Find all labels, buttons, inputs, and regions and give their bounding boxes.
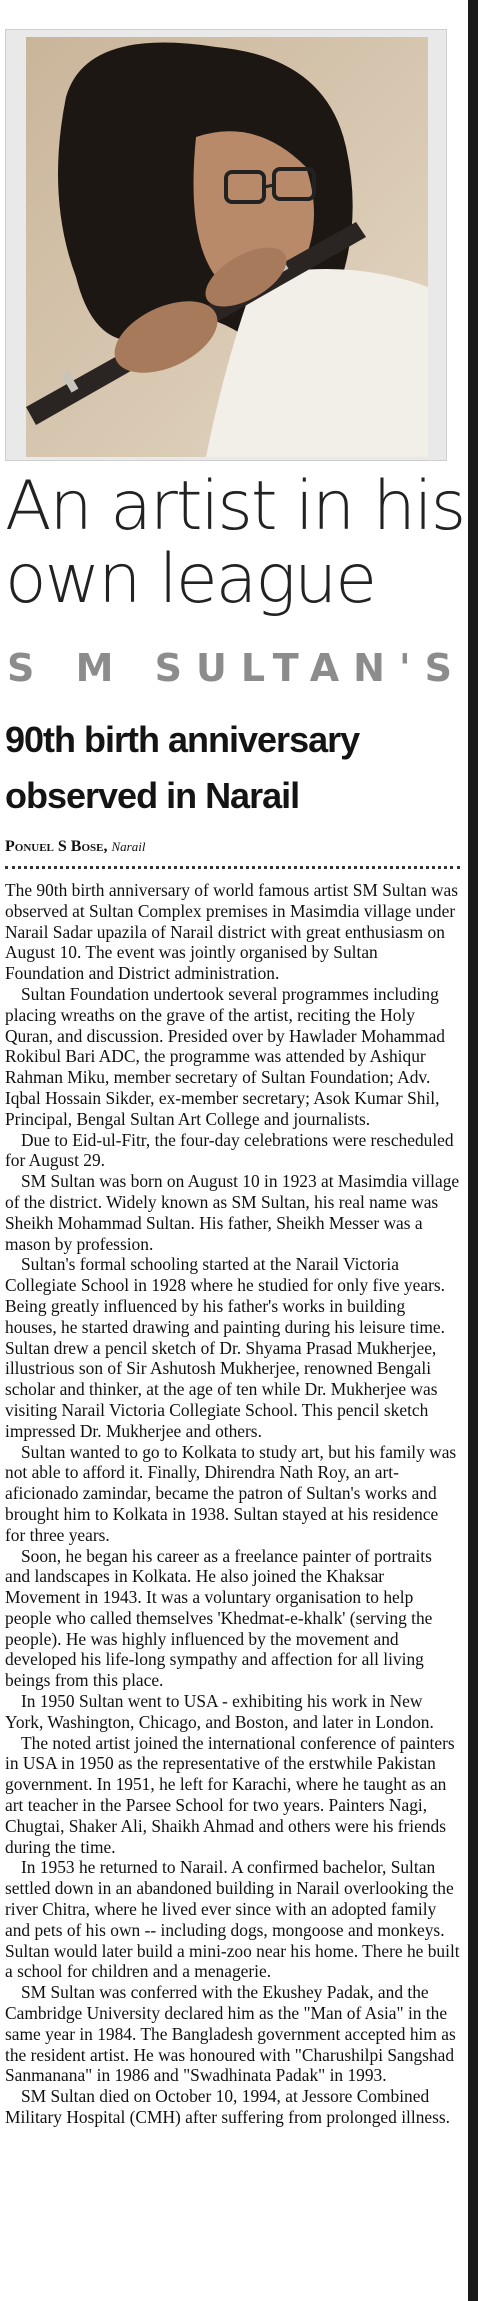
subheadline: 90th birth anniversary observed in Narail [5, 719, 360, 816]
dotted-divider [5, 866, 460, 869]
article-paragraph: SM Sultan was conferred with the Ekushey Padak, and the Cambridge University declared him as the "Man of Asia" in the same year in 1984. The Bangladesh government accepted him as the resident artist. He was honoured with "Charushilpi Sangshad Sanmanana" in 1986 and "Swadhinata Padak" in 1993. [5, 1982, 456, 2086]
article-paragraph: SM Sultan was born on August 10 in 1923 at Masimdia village of the district. Widely known as SM Sultan, his real name was Sheikh Mohammad Sultan. His father, Sheikh Messer was a mason by profession. [5, 1171, 460, 1254]
byline-location: Narail [111, 839, 146, 854]
article-paragraph: In 1950 Sultan went to USA - exhibiting his work in New York, Washington, Chicago, and Boston, and later in London. [5, 1691, 434, 1732]
article-paragraph: Sultan Foundation undertook several programmes including placing wreaths on the grave of the artist, reciting the Holy Quran, and discussion. Presided over by Hawlader Mohammad Rokibul Bari ADC, the programme was attended by Ashiqur Rahman Miku, member secretary of Sultan Foundation; Adv. Iqbal Hossain Sikder, ex-member secretary; Asok Kumar Shil, Principal, Bengal Sultan Art College and journalists. [5, 983, 445, 1129]
artist-photo [5, 29, 447, 461]
article-paragraph: In 1953 he returned to Narail. A confirmed bachelor, Sultan settled down in an abandoned building in Narail overlooking the river Chitra, where he lived ever since with an adopted family and pets of his own -- including dogs, mongoose and monkeys. Sultan would later build a mini-zoo near his home. There he built a school for children and a menagerie. [5, 1857, 460, 1982]
article-body [5, 880, 460, 2128]
article-paragraph: The 90th birth anniversary of world famous artist SM Sultan was observed at Sultan Complex premises in Masimdia village under Narail Sadar upazila of Narail district with great enthusiasm on August 10. The event was jointly organised by Sultan Foundation and District administration. [5, 880, 459, 984]
article-paragraph: The noted artist joined the international conference of painters in USA in 1950 as the representative of the erstwhile Pakistan government. In 1951, he left for Karachi, where he taught as an art teacher in the Parsee School for two years. Painters Nagi, Chugtai, Shaker Ali, Shaikh Ahmad and others were his friends during the time. [5, 1732, 455, 1857]
photo-flute-player-icon [26, 37, 428, 457]
byline [5, 838, 145, 856]
byline-author: Ponuel S Bose, [5, 838, 108, 855]
article-paragraph: SM Sultan died on October 10, 1994, at Jessore Combined Military Hospital (CMH) after suffering from prolonged illness. [5, 2086, 450, 2128]
article-paragraph: Due to Eid-ul-Fitr, the four-day celebrations were rescheduled for August 29. [5, 1129, 454, 1171]
article-paragraph: Sultan wanted to go to Kolkata to study art, but his family was not able to afford it. Finally, Dhirendra Nath Roy, an art-aficionado zamindar, became the patron of Sultan's works and brought him to Kolkata in 1938. Sultan stayed at his residence for three years. [5, 1441, 457, 1545]
article-paragraph: Sultan's formal schooling started at the Narail Victoria Collegiate School in 1928 where he studied for only five years. Being greatly influenced by his father's works in building houses, he started drawing and painting during his leisure time. Sultan drew a pencil sketch of Dr. Shyama Prasad Mukherjee, illustrious son of Sir Ashutosh Mukherjee, renowned Bengali scholar and thinker, at the age of ten while Dr. Mukherjee was visiting Narail Victoria Collegiate School. This pencil sketch impressed Dr. Mukherjee and others. [5, 1254, 445, 1441]
article-paragraph: Soon, he began his career as a freelance painter of portraits and landscapes in Kolkata. He also joined the Khaksar Movement in 1943. It was a voluntary organisation to help people who called themselves 'Khedmat-e-khalk' (serving the people). He was highly influenced by the movement and developed his life-long sympathy and affection for all living beings from this place. [5, 1545, 433, 1691]
headline: An artist in his own league [5, 467, 465, 619]
page-edge-rule [468, 0, 478, 2301]
kicker: S M SULTAN'S [7, 646, 466, 690]
